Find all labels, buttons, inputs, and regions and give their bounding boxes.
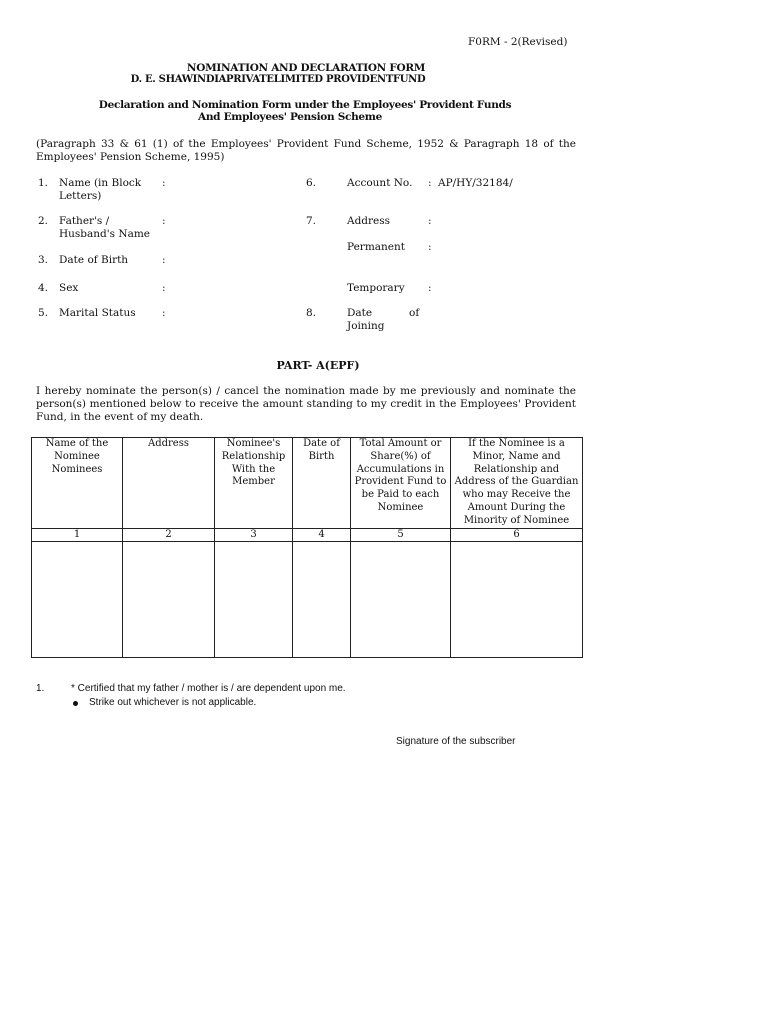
col-header-nominee-name: Name of the Nominee Nominees [32,438,123,529]
field-4-number: 4. [38,282,49,294]
field-account-value: AP/HY/32184/ [438,177,513,189]
nominee-dob-cell[interactable] [293,541,351,657]
certified-dependent-note: * Certified that my father / mother is / are dependent upon me. [71,683,346,694]
form-subtitle-line2: And Employees' Pension Scheme [198,111,382,123]
col-header-amount-share: Total Amount or Share(%) of Accumulations in Provident Fund to be Paid to each Nominee [351,438,451,529]
field-temporary-colon: : [428,282,432,294]
nominee-name-cell[interactable] [32,541,123,657]
form-title: NOMINATION AND DECLARATION FORM [186,62,426,74]
field-dob-label: Date of Birth [59,254,129,266]
field-account-colon: : [428,177,432,189]
field-temporary-label: Temporary [347,282,405,294]
col-header-date-of-birth: Date of Birth [293,438,351,529]
company-name: D. E. SHAWINDIAPRIVATELIMITED PROVIDENTFUND [130,74,426,85]
field-dob-colon: : [162,254,166,266]
form-subtitle: Declaration and Nomination Form under the Employees' Provident Funds [98,99,512,111]
field-address-label: Address [347,215,391,227]
col-number: 5 [351,528,451,541]
col-header-guardian: If the Nominee is a Minor, Name and Relationship and Address of the Guardian who may Receive the Amount During the Minority of Nominee [451,438,583,529]
col-header-relationship: Nominee's Relationship With the Member [215,438,293,529]
field-name-label: Name (in Block Letters) [59,177,142,202]
nominee-share-cell[interactable] [351,541,451,657]
field-5-number: 5. [38,307,49,319]
field-joining-label-date: Date [347,307,373,319]
field-7-number: 7. [306,215,317,227]
field-account-label: Account No. [347,177,413,189]
field-8-number: 8. [306,307,317,319]
field-marital-status-label: Marital Status [59,307,136,319]
field-3-number: 3. [38,254,49,266]
footer-item-number: 1. [36,683,45,694]
field-permanent-label: Permanent [347,241,406,253]
col-number: 1 [32,528,123,541]
subscriber-signature-label: Signature of the subscriber [396,736,516,747]
nominee-table [31,437,583,658]
field-name-colon: : [162,177,166,189]
nominee-guardian-cell[interactable] [451,541,583,657]
form-number: F0RM - 2(Revised) [468,36,568,48]
scheme-reference-paragraph: (Paragraph 33 & 61 (1) of the Employees' Provident Fund Scheme, 1952 & Paragraph 18 of the Employees' Pension Scheme, 1995) [36,138,576,163]
field-marital-status-colon: : [162,307,166,319]
strike-out-note: Strike out whichever is not applicable. [89,697,257,708]
field-sex-colon: : [162,282,166,294]
bullet-icon [73,701,78,706]
col-number: 6 [451,528,583,541]
field-joining-label-of: of [409,307,420,319]
part-a-heading: PART- A(EPF) [276,359,360,372]
field-sex-label: Sex [59,282,79,294]
col-header-address: Address [123,438,215,529]
field-joining-label-joining: Joining [347,320,385,332]
field-address-colon: : [428,215,432,227]
field-2-number: 2. [38,215,49,227]
col-number: 3 [215,528,293,541]
field-6-number: 6. [306,177,317,189]
nominee-relationship-cell[interactable] [215,541,293,657]
field-1-number: 1. [38,177,49,189]
col-number: 2 [123,528,215,541]
nomination-declaration-text: I hereby nominate the person(s) / cancel the nomination made by me previously and nominate the person(s) mentioned below to receive the amount standing to my credit in the Employees' Provident Fund, in the event of my death. [36,385,576,423]
field-father-name-label: Father's / Husband's Name [59,215,151,240]
field-father-name-colon: : [162,215,166,227]
field-permanent-colon: : [428,241,432,253]
nominee-address-cell[interactable] [123,541,215,657]
col-number: 4 [293,528,351,541]
